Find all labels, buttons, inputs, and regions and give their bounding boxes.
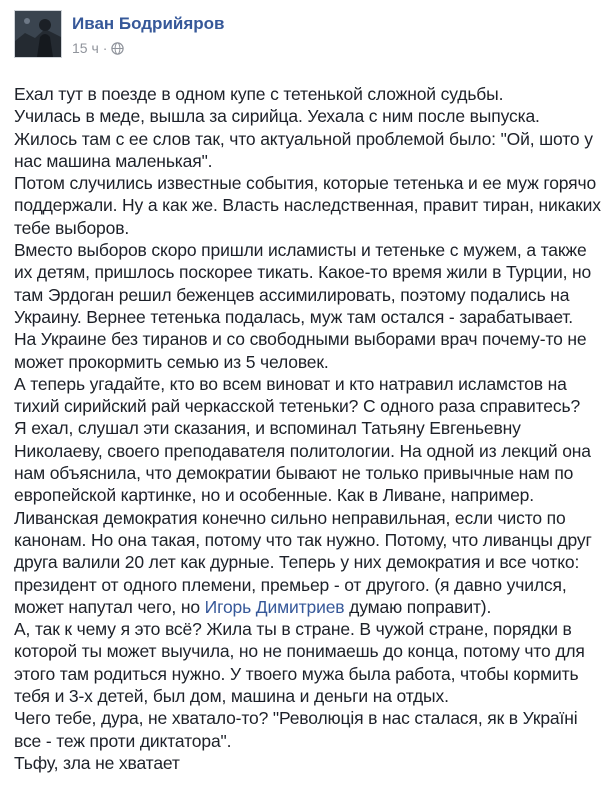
post-paragraph: Ехал тут в поезде в одном купе с тетенькой сложной судьбы. <box>14 84 504 104</box>
post-paragraph: Вместо выборов скоро пришли исламисты и тетеньке с мужем, а также их детям, пришлось поскорее тикать. Какое-то время жили в Турции, но там Эрдоган решил беженцев ассимилировать, поэтому подались на Украину. Вернее тетенька подалась, муж там остался - зарабатывает. <box>14 240 592 327</box>
post-meta <box>72 40 124 56</box>
meta-separator: · <box>102 40 108 56</box>
paragraph-text: Ливанская демократия конечно сильно неправильная, если чисто по канонам. Но она такая, потому что так нужно. Потому, что ливанцы друг друга валили 20 лет как дурные. Теперь у них демократия и все чотко: президент от одного племени, премьер - от другого. (я давно учился, может напутал чего, но <box>14 507 592 617</box>
post-paragraph: Жилось там с ее слов так, что актуальной проблемой было: "Ой, шото у нас машина маленькая". <box>14 128 593 171</box>
paragraph-text-tail: думаю поправит). <box>344 596 492 617</box>
post-body <box>14 83 608 774</box>
post-paragraph: На Украине без тиранов и со свободными выборами врач почему-то не может прокормить семью из 5 человек. <box>14 329 587 372</box>
post-paragraph: Я ехал, слушал эти сказания, и вспоминал Татьяну Евгеньевну Николаеву, своего преподавателя политологии. На одной из лекций она нам объяснила, что демократии бывают не только привычные нам по европейской картинке, но и особенные. Как в Ливане, например. <box>14 418 591 506</box>
avatar[interactable] <box>14 10 62 58</box>
post-paragraph: А, так к чему я это всё? Жила ты в стране. В чужой стране, порядки в которой ты может выучила, но не понимаешь до конца, потому что для этого там родиться нужно. У твоего мужа была работа, чтобы кормить тебя и 3-х детей, был дом, машина и деньги на отдых. <box>14 619 585 707</box>
mention-link[interactable]: Игорь Димитриев <box>204 596 345 617</box>
post-paragraph: Чего тебе, дура, не хватало-то? "Революція в нас сталася, як в Україні все - теж проти диктатора". <box>14 708 578 751</box>
post-paragraph: А теперь угадайте, кто во всем виноват и кто натравил исламстов на тихий сирийский рай черкасской тетеньки? С одного раза справитесь? <box>14 373 581 417</box>
post-paragraph-with-mention <box>14 507 608 618</box>
post-timestamp[interactable]: 15 ч <box>72 40 99 56</box>
post-paragraph: Училась в меде, вышла за сирийца. Уехала с ним после выпуска. <box>14 106 540 127</box>
post-paragraph: Тьфу, зла не хватает <box>14 752 180 773</box>
author-name[interactable]: Иван Бодрийяров <box>72 14 225 33</box>
post-paragraph: Потом случились известные события, которые тетенька и ее муж горячо поддержали. Ну а как же. Власть наследственная, правит тиран, никаких тебе выборов. <box>14 173 601 238</box>
globe-icon[interactable] <box>111 42 124 55</box>
avatar-image <box>15 11 61 57</box>
